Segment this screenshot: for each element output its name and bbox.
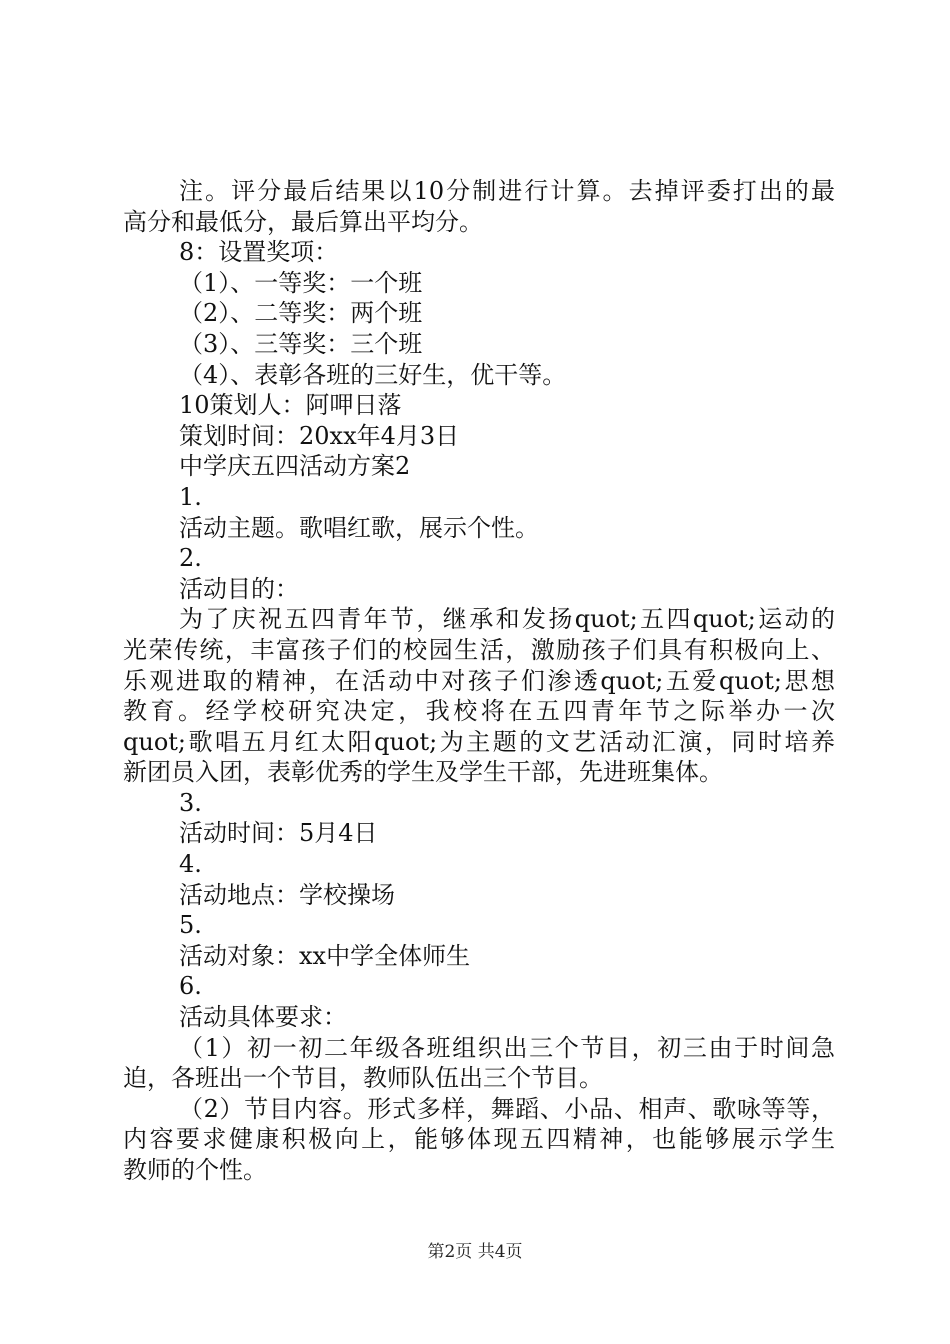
list-number: 5. [179, 911, 202, 940]
text-line: 10策划人：阿呷日落 [179, 391, 402, 420]
section-title: 中学庆五四活动方案2 [179, 452, 411, 481]
text-line: 注。评分最后结果以10分制进行计算。去掉评委打出的最 [179, 177, 835, 205]
text-line: 活动目的： [179, 574, 299, 603]
text-line: 新团员入团，表彰优秀的学生及学生干部，先进班集体。 [123, 758, 723, 787]
text-line: 活动对象：xx中学全体师生 [179, 941, 471, 970]
text-line: 策划时间：20xx年4月3日 [179, 421, 460, 450]
text-line: 乐观进取的精神，在活动中对孩子们渗透quot;五爱quot;思想 [123, 666, 835, 695]
text-line: 光荣传统，丰富孩子们的校园生活，激励孩子们具有积极向上、 [123, 635, 835, 664]
text-line: 活动主题。歌唱红歌，展示个性。 [179, 513, 539, 542]
text-line: quot;歌唱五月红太阳quot;为主题的文艺活动汇演，同时培养 [123, 727, 835, 756]
text-line: 教师的个性。 [123, 1156, 267, 1184]
text-line: （3）、三等奖：三个班 [179, 329, 423, 358]
text-line: （2）、二等奖：两个班 [179, 299, 423, 328]
text-line: 活动时间：5月4日 [179, 819, 378, 848]
list-number: 4. [179, 850, 202, 879]
text-line: （2）节目内容。形式多样，舞蹈、小品、相声、歌咏等等， [179, 1094, 835, 1123]
document-body [123, 176, 835, 1186]
text-line: （1）初一初二年级各班组织出三个节目，初三由于时间急 [179, 1033, 835, 1062]
page-number: 第2页 共4页 [427, 1242, 523, 1262]
text-line: 内容要求健康积极向上，能够体现五四精神，也能够展示学生 [123, 1125, 835, 1154]
text-line: （4）、表彰各班的三好生，优干等。 [179, 360, 567, 389]
list-number: 6. [179, 972, 202, 1001]
text-line: 8：设置奖项： [179, 238, 339, 267]
list-number: 2. [179, 544, 202, 573]
page-footer [0, 1240, 950, 1264]
text-line: 为了庆祝五四青年节，继承和发扬quot;五四quot;运动的 [179, 605, 835, 634]
text-line: （1）、一等奖：一个班 [179, 268, 423, 297]
text-line: 活动地点：学校操场 [179, 880, 395, 909]
text-line: 活动具体要求： [179, 1003, 347, 1032]
list-number: 1. [179, 482, 202, 511]
text-line: 迫，各班出一个节目，教师队伍出三个节目。 [123, 1064, 603, 1093]
text-line: 教育。经学校研究决定，我校将在五四青年节之际举办一次 [123, 697, 835, 726]
list-number: 3. [179, 788, 202, 817]
text-line: 高分和最低分，最后算出平均分。 [123, 207, 483, 236]
